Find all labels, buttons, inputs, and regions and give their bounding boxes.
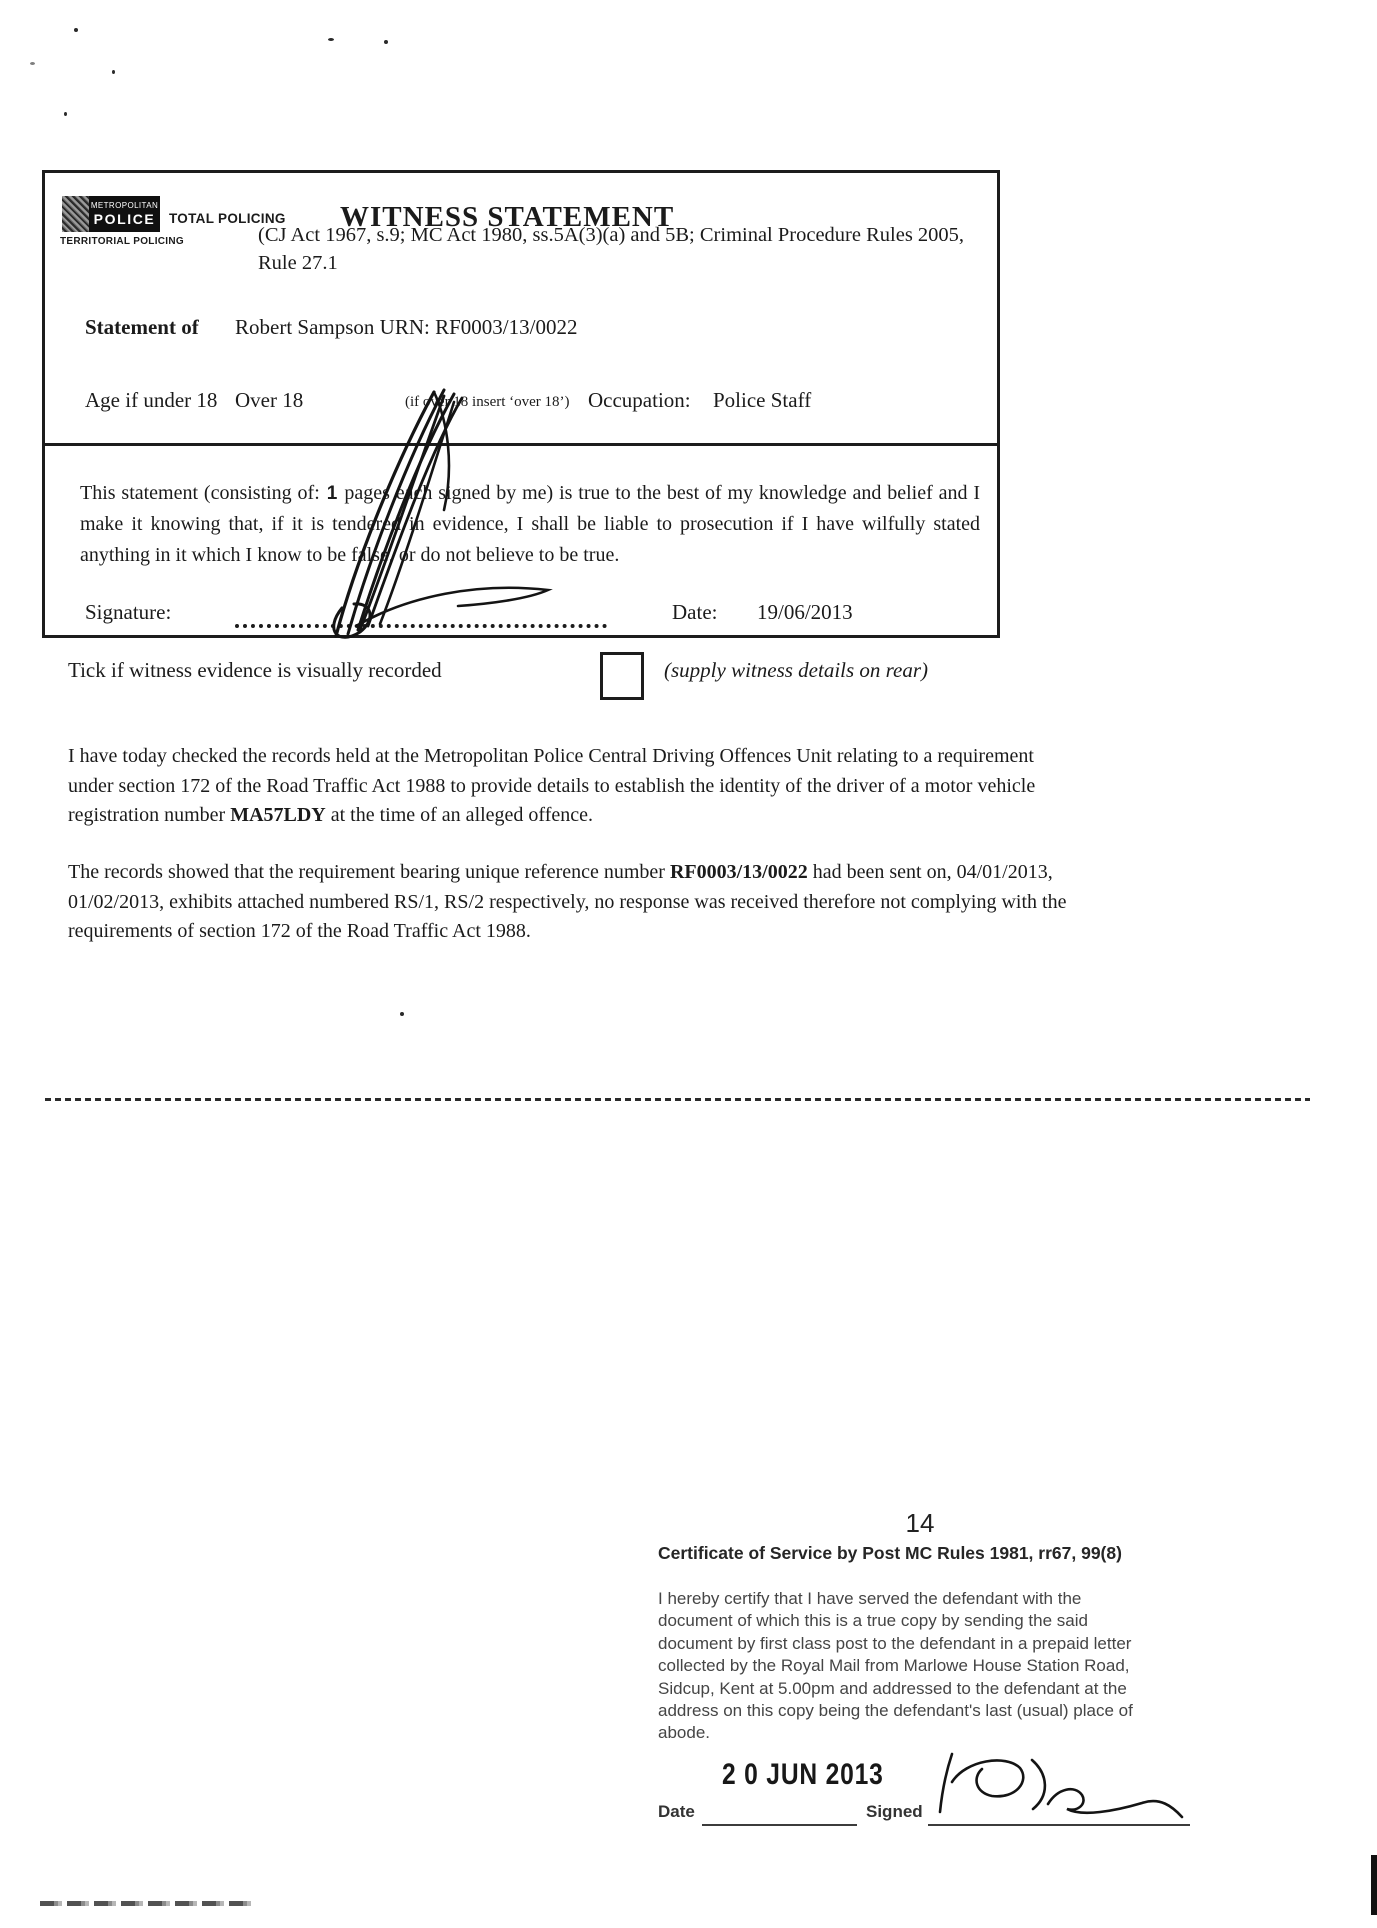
unique-reference-number: RF0003/13/0022 <box>669 861 808 883</box>
page-number: 14 <box>905 1508 935 1538</box>
statement-date-label: Date: <box>672 600 718 624</box>
met-police-crest-icon <box>62 196 89 232</box>
certificate-body: I hereby certify that I have served the defendant with the document of which this is a true copy by sending the said document by first class post to the defendant in a prepaid letter collected by the Royal Mail from Marlowe House Station Road, Sidcup, Kent at 5.00pm and addressed to the defendant at the address on this copy being the defendant's last (usual) place of abode. <box>658 1589 1133 1743</box>
vehicle-registration-number: MA57LDY <box>230 804 326 826</box>
occupation-value: Police Staff <box>713 388 812 412</box>
certificate-title: Certificate of Service by Post MC Rules 1981, rr67, 99(8) <box>658 1543 1122 1563</box>
dashed-separator-line <box>45 1098 1310 1101</box>
statement-paragraph-1 <box>68 742 1070 831</box>
tick-row-note: (supply witness details on rear) <box>664 658 929 682</box>
age-hint: (if over 18 insert ‘over 18’) <box>405 394 570 410</box>
declaration-post: pages each signed by me) is true to the best of my knowledge and belief and I make it knowing that, if it is tendered in evidence, I shall be liable to prosecution if I have wilfully stated anything in it which I know to be false, or do not believe to be true. <box>80 482 981 566</box>
certificate-date-label: Date <box>658 1802 695 1821</box>
scan-speck <box>328 38 334 41</box>
document-subtitle: (CJ Act 1967, s.9; MC Act 1980, ss.5A(3)(a) and 5B; Criminal Procedure Rules 2005, Rule 27.1 <box>258 224 965 274</box>
met-police-logo-text <box>89 196 160 232</box>
occupation-label: Occupation: <box>588 388 691 412</box>
statement-of-label: Statement of <box>85 315 199 339</box>
statement-date-value: 19/06/2013 <box>757 600 853 624</box>
scan-smudge <box>40 1901 255 1906</box>
scan-speck <box>112 70 115 74</box>
tick-row-label: Tick if witness evidence is visually recorded <box>68 658 442 682</box>
para2-text-end: had been sent on, 04/01/2013, 01/02/2013, exhibits attached numbered RS/1, RS/2 respectively, no response was received therefore not complying with the requirements of section 172 of the Road Traffic Act 1988. <box>68 861 1067 942</box>
visually-recorded-checkbox[interactable] <box>600 652 644 700</box>
age-value: Over 18 <box>235 388 304 412</box>
certificate-signed-label: Signed <box>866 1802 923 1821</box>
witness-signature <box>296 378 586 650</box>
scan-speck <box>64 112 67 116</box>
total-policing-label: TOTAL POLICING <box>169 211 286 226</box>
met-police-logo <box>62 196 160 232</box>
logo-metropolitan-label: METROPOLITAN <box>90 201 159 210</box>
signature-label: Signature: <box>85 600 172 624</box>
logo-police-label: POLICE <box>93 211 156 227</box>
statement-paragraph-2 <box>68 858 1070 947</box>
scan-speck <box>30 62 35 65</box>
para1-text-end: at the time of an alleged offence. <box>325 804 594 826</box>
declaration-pages-count: 1 <box>326 483 338 504</box>
document-title: WITNESS STATEMENT <box>340 201 675 234</box>
para1-text: I have today checked the records held at the Metropolitan Police Central Driving Offences Unit relating to a requirement under section 172 of the Road Traffic Act 1988 to provide details to establish the identity of the driver of a motor vehicle registration number <box>68 745 1036 826</box>
scan-edge-artifact <box>1371 1855 1377 1915</box>
scan-speck <box>400 1012 404 1016</box>
age-label: Age if under 18 <box>85 388 218 412</box>
statement-of-value: Robert Sampson URN: RF0003/13/0022 <box>235 315 578 339</box>
certificate-date-line <box>702 1799 857 1826</box>
para2-text: The records showed that the requirement bearing unique reference number <box>68 861 670 883</box>
territorial-policing-label: TERRITORIAL POLICING <box>60 236 184 247</box>
declaration-pre: This statement (consisting of: <box>80 482 320 504</box>
certificate-signature <box>930 1748 1188 1836</box>
date-stamp: 2 0 JUN 2013 <box>722 1758 884 1791</box>
scan-speck <box>74 28 78 32</box>
scan-speck <box>384 40 388 44</box>
